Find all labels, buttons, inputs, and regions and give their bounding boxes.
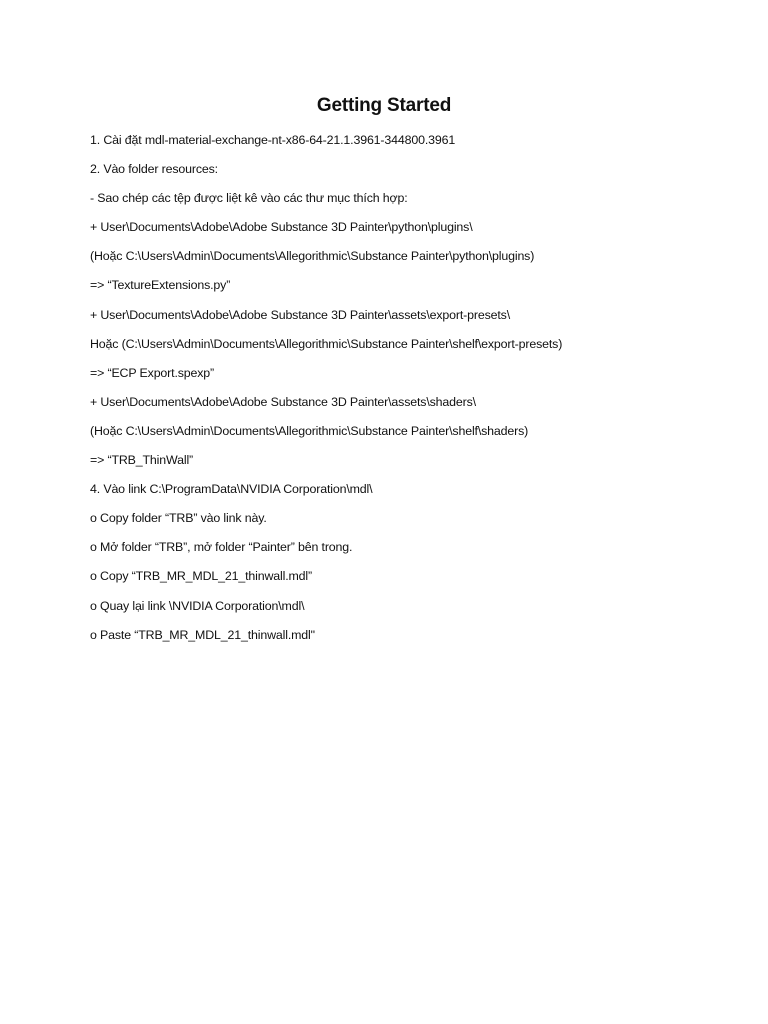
instruction-list <box>90 130 730 654</box>
instruction-line: o Paste “TRB_MR_MDL_21_thinwall.mdl" <box>90 627 315 642</box>
instruction-line: o Mở folder “TRB”, mở folder “Painter” bên trong. <box>90 540 353 555</box>
instruction-line: 4. Vào link C:\ProgramData\NVIDIA Corporation\mdl\ <box>90 482 373 497</box>
instruction-line: o Copy folder “TRB” vào link này. <box>90 511 267 526</box>
instruction-line: o Quay lại link \NVIDIA Corporation\mdl\ <box>90 598 305 613</box>
instruction-line: => “TextureExtensions.py” <box>90 278 231 293</box>
instruction-line: => “ECP Export.spexp” <box>90 365 215 380</box>
instruction-line: 1. Cài đặt mdl-material-exchange-nt-x86-64-21.1.3961-344800.3961 <box>90 133 456 147</box>
instruction-line: => “TRB_ThinWall” <box>90 453 194 468</box>
instruction-line: (Hoặc C:\Users\Admin\Documents\Allegorithmic\Substance Painter\python\plugins) <box>90 249 535 264</box>
instruction-line: (Hoặc C:\Users\Admin\Documents\Allegorithmic\Substance Painter\shelf\shaders) <box>90 423 529 438</box>
page-title: Getting Started <box>316 95 452 116</box>
instruction-line: - Sao chép các tệp được liệt kê vào các thư mục thích hợp: <box>90 191 408 206</box>
instruction-line: + User\Documents\Adobe\Adobe Substance 3D Painter\assets\export-presets\ <box>90 307 511 322</box>
instruction-line: Hoặc (C:\Users\Admin\Documents\Allegorithmic\Substance Painter\shelf\export-presets) <box>90 336 563 351</box>
instruction-line: 2. Vào folder resources: <box>90 162 218 177</box>
instruction-line: + User\Documents\Adobe\Adobe Substance 3D Painter\python\plugins\ <box>90 220 473 235</box>
instruction-line: + User\Documents\Adobe\Adobe Substance 3D Painter\assets\shaders\ <box>90 394 476 409</box>
instruction-line: o Copy “TRB_MR_MDL_21_thinwall.mdl” <box>90 569 312 584</box>
